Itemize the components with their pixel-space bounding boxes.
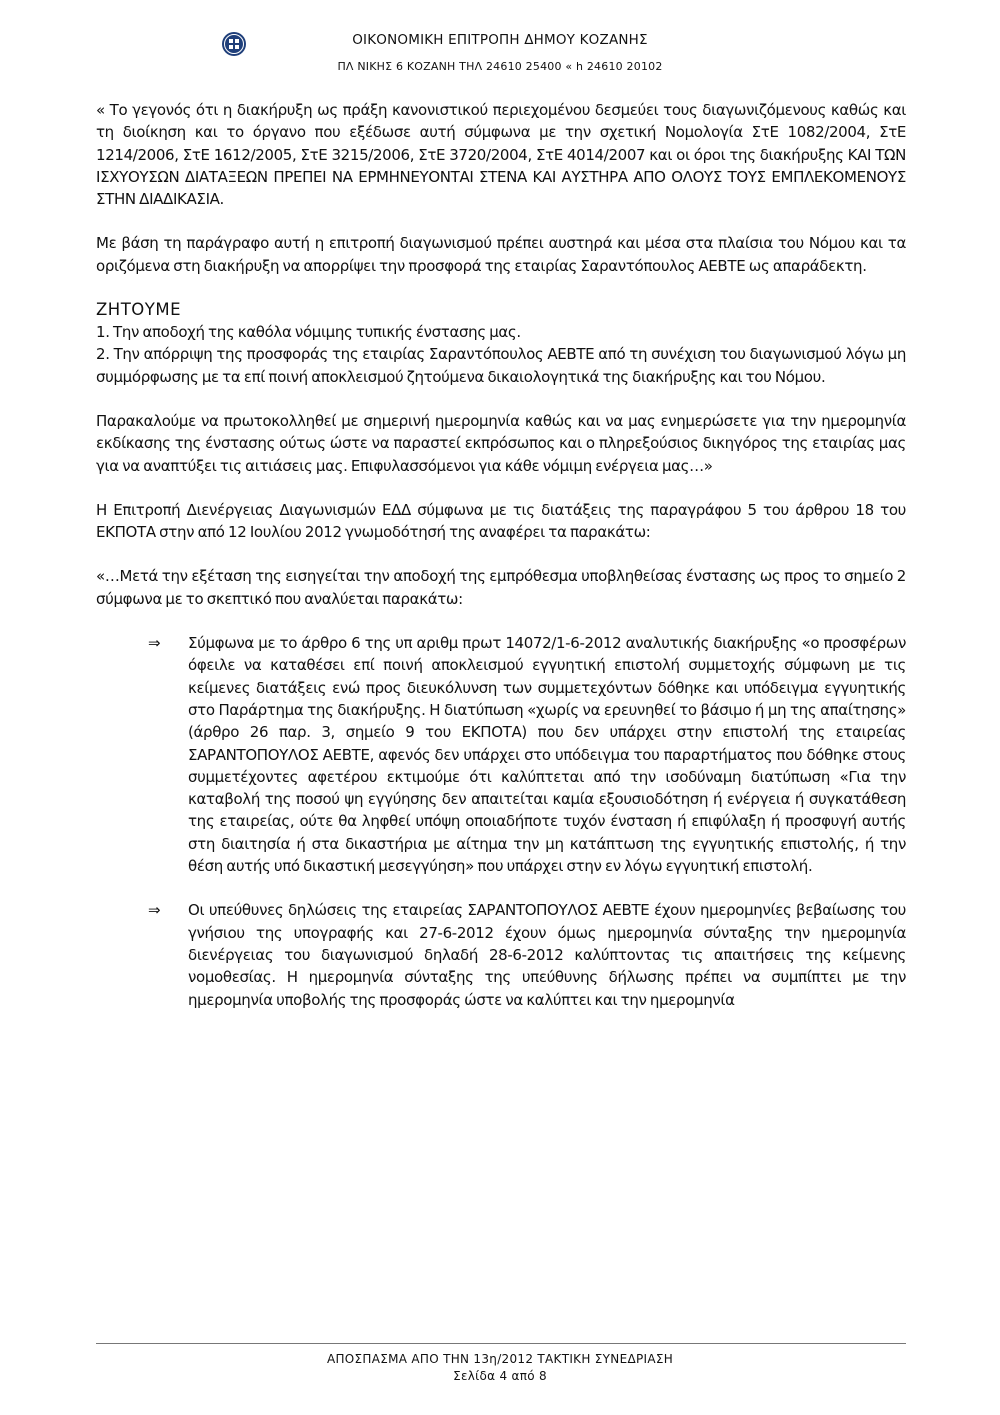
paragraph-5: «…Μετά την εξέταση της εισηγείται την αποδοχή της εμπρόθεσμα υποβληθείσας ένστασης ως προς το σημείο 2 σύμφωνα με το σκεπτικό που αναλύεται παρακάτω:: [96, 567, 906, 608]
page-number: Σελίδα 4 από 8: [453, 1369, 547, 1383]
demand-item-2: 2. Την απόρριψη της προσφοράς της εταιρίας Σαραντόπουλος ΑΕΒΤΕ από τη συνέχιση του διαγωνισμού λόγω μη συμμόρφωσης με τα επί ποινή αποκλεισμού ζητούμενα δικαιολογητικά της διακήρυξης και του Νόμου.: [96, 345, 906, 386]
quoted-paragraph-1: « Το γεγονός ότι η διακήρυξη ως πράξη κανονιστικού περιεχομένου δεσμεύει τους διαγωνιζόμενους καθώς και τη διοίκηση και το όργανο που εξέδωσε αυτή σύμφωνα με την σχετική Νομολογία ΣτΕ 1082/2004, ΣτΕ 1214/2006, ΣτΕ 1612/2005, ΣτΕ 3215/2006, ΣτΕ 3720/2004, ΣτΕ 4014/2007 και οι όροι της διακήρυξης ΚΑΙ ΤΩΝ ΙΣΧΥΟΥΣΩΝ ΔΙΑΤΑΞΕΩΝ ΠΡΕΠΕΙ ΝΑ ΕΡΜΗΝΕΥΟΝΤΑΙ ΣΤΕΝΑ ΚΑΙ ΑΥΣΤΗΡΑ ΑΠΟ ΟΛΟΥΣ ΤΟΥΣ ΕΜΠΛΕΚΟΜΕΝΟΥΣ ΣΤΗΝ ΔΙΑΔΙΚΑΣΙΑ.: [96, 101, 906, 209]
header-contact: ΠΛ ΝΙΚΗΣ 6 ΚΟΖΑΝΗ ΤΗΛ 24610 25400 « h 24610 20102: [337, 60, 663, 73]
list-item-text: Οι υπεύθυνες δηλώσεις της εταιρείας ΣΑΡΑΝΤΟΠΟΥΛΟΣ ΑΕΒΤΕ έχουν ημερομηνίες βεβαίωσης του γνήσιου της υπογραφής και 27-6-2012 έχουν όμως ημερομηνία σύνταξης την ημερομηνία διενέργειας του διαγωνισμού δηλαδή 28-6-2012 καλύπτοντας τις απαιτήσεις της κείμενης νομοθεσίας. Η ημερομηνία σύνταξης της υπεύθυνης δήλωσης πρέπει να συμπίπτει με την ημερομηνία υποβολής της προσφοράς ώστε να καλύπτει και την ημερομηνία: [188, 901, 906, 1009]
demand-item-1: 1. Την αποδοχή της καθόλα νόμιμης τυπικής ένστασης μας.: [96, 323, 521, 342]
list-item-text: Σύμφωνα με το άρθρο 6 της υπ αριθμ πρωτ 14072/1-6-2012 αναλυτικής διακήρυξης «ο προσφέρων όφειλε να καταθέσει επί ποινή αποκλεισμού εγγυητική επιστολή συμμετοχής σύμφωνη με τις κείμενες διατάξεις ενώ προς διευκόλυνση των συμμετεχόντων δόθηκε και υπόδειγμα εγγυητικής στο Παράρτημα της διακήρυξης. Η διατύπωση «χωρίς να ερευνηθεί το βάσιμο ή μη της απαίτησης» (άρθρο 26 παρ. 3, σημείο 9 του ΕΚΠΟΤΑ) που δεν υπάρχει στην επιστολή της εταιρείας ΣΑΡΑΝΤΟΠΟΥΛΟΣ ΑΕΒΤΕ, αφενός δεν υπάρχει στο υπόδειγμα του παραρτήματος που δόθηκε στους συμμετέχοντες αφετέρου εκτιμούμε ότι καλύπτεται από την ισοδύναμη διατύπωση «Για την καταβολή της ποσού ψη εγγύησης δεν απαιτείται καμία εξουσιοδότηση ή ενέργεια ή συγκατάθεση της εταιρείας, ούτε θα ληφθεί υπόψη οποιαδήποτε τυχόν ένσταση ή επιφύλαξη ή προσφυγή αυτής στη διαιτησία ή στα δικαστήρια με αίτημα την μη κατάπτωση της εγγυητικής επιστολής, ή την θέση αυτής υπό δικαστική μεσεγγύηση» που υπάρχει στην εν λόγω εγγυητική επιστολή.: [188, 634, 906, 876]
arrow-bullet-icon: ⇒: [148, 634, 161, 653]
list-item: [148, 899, 906, 1010]
footer-title: ΑΠΟΣΠΑΣΜΑ ΑΠΟ ΤΗΝ 13η/2012 ΤΑΚΤΙΚΗ ΣΥΝΕΔΡΙΑΣΗ: [326, 1352, 674, 1366]
paragraph-4: Η Επιτροπή Διενέργειας Διαγωνισμών ΕΔΔ σύμφωνα με τις διατάξεις της παραγράφου 5 του άρθρου 18 του ΕΚΠΟΤΑ στην από 12 Ιουλίου 2012 γνωμοδότησή της αναφέρει τα παρακάτω:: [96, 500, 906, 542]
page-footer: [0, 1351, 1000, 1385]
demands-heading: ΖΗΤΟΥΜΕ: [96, 300, 182, 320]
list-item: [148, 632, 906, 877]
document-body: [96, 99, 906, 1033]
footer-divider: [96, 1343, 906, 1344]
page-header: [0, 28, 1000, 80]
findings-list: [148, 632, 906, 1011]
demands-section: [96, 299, 906, 388]
header-title: ΟΙΚΟΝΟΜΙΚΗ ΕΠΙΤΡΟΠΗ ΔΗΜΟΥ ΚΟΖΑΝΗΣ: [352, 32, 648, 48]
paragraph-2: Με βάση τη παράγραφο αυτή η επιτροπή διαγωνισμού πρέπει αυστηρά και μέσα στα πλαίσια του Νόμου και τα οριζόμενα στη διακήρυξη να απορρίψει την προσφορά της εταιρίας Σαραντόπουλος ΑΕΒΤΕ ως απαράδεκτη.: [96, 234, 906, 275]
arrow-bullet-icon: ⇒: [148, 901, 161, 920]
paragraph-3: Παρακαλούμε να πρωτοκολληθεί με σημερινή ημερομηνία καθώς και να μας ενημερώσετε για την ημερομηνία εκδίκασης της ένστασης ούτως ώστε να παραστεί εκπρόσωπος και ο πληρεξούσιος δικηγόρος της εταιρίας μας για να αναπτύξει τις αιτιάσεις μας. Επιφυλασσόμενοι για κάθε νόμιμη ενέργεια μας…»: [96, 411, 906, 475]
